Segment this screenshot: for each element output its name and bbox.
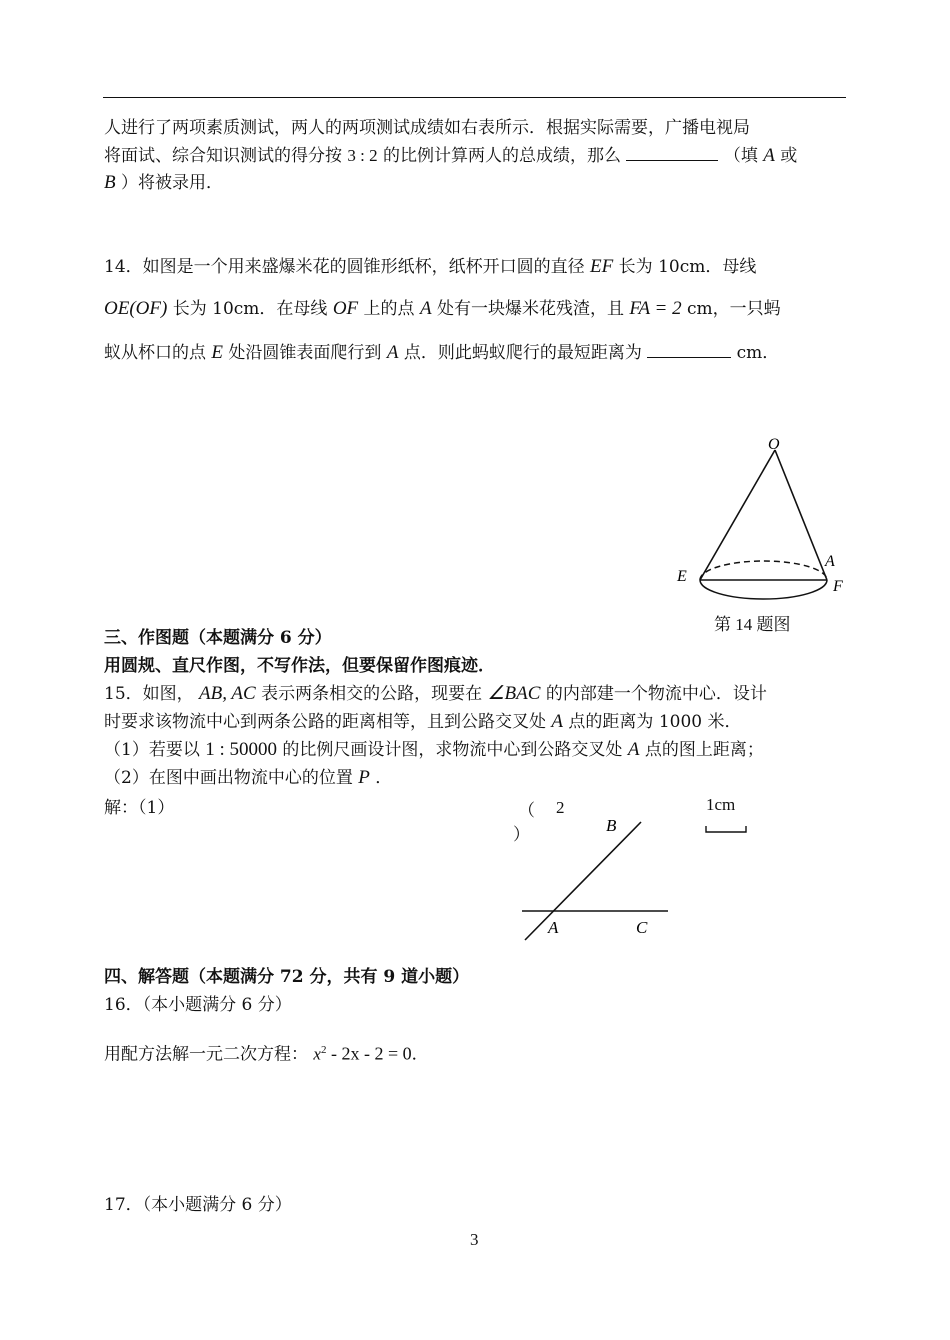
- cone-rim-front: [700, 580, 827, 599]
- q15-line4: （2）在图中画出物流中心的位置 P ．: [104, 767, 393, 788]
- roads-figure: [515, 812, 685, 948]
- label-b: B: [606, 816, 617, 835]
- q17-head: 17．（本小题满分 6 分）: [104, 1195, 292, 1215]
- label-a-roads: A: [548, 918, 559, 937]
- label-e: E: [677, 568, 687, 585]
- q15-line2: 时要求该物流中心到两条公路的距离相等，且到公路交叉处 A 点的距离为 1000 米．: [104, 711, 742, 732]
- section3-title: 三、作图题（本题满分 6 分）: [104, 628, 332, 648]
- cone-figure: [660, 428, 860, 618]
- section4-title: 四、解答题（本题满分 72 分，共有 9 道小题）: [104, 967, 470, 987]
- q14-line1: 14．如图是一个用来盛爆米花的圆锥形纸杯，纸杯开口圆的直径 EF 长为 10cm．母线: [104, 256, 757, 277]
- answer-blank-q13[interactable]: [626, 144, 718, 161]
- q16-text: 用配方法解一元二次方程： $x^2 - 2x - 2 = 0$．: [104, 1043, 429, 1065]
- q15-line1: 15．如图， AB, AC 表示两条相交的公路，现要在 ∠BAC 的内部建一个物流中心．设计: [104, 683, 767, 704]
- equation-rest: - 2x - 2 = 0: [326, 1043, 412, 1064]
- equation-exponent: 2: [320, 1044, 327, 1056]
- q14-line2: OE(OF) 长为 10cm．在母线 OF 上的点 A 处有一块爆米花残渣，且 FA = 2 cm，一只蚂: [104, 298, 781, 319]
- label-c: C: [636, 918, 648, 937]
- cone-rim-back: [700, 561, 827, 580]
- q15-line3: （1）若要以 1 : 50000 的比例尺画设计图，求物流中心到公路交叉处 A 点的图上距离；: [104, 739, 764, 760]
- label-a: A: [825, 553, 835, 570]
- figure-14-caption: 第 14 题图: [714, 615, 791, 634]
- page-number: 3: [470, 1230, 479, 1249]
- header-rule: [103, 97, 846, 98]
- q13-line3: B ）将被录用．: [104, 172, 224, 193]
- q13-line1: 人进行了两项素质测试，两人的两项测试成绩如右表所示．根据实际需要，广播电视局: [104, 118, 750, 138]
- road-ab: [525, 822, 641, 940]
- cone-edge-oe: [700, 450, 775, 580]
- scale-bar-bracket: [706, 826, 746, 832]
- label-o: O: [768, 436, 780, 453]
- fig15-paren-close: ）: [513, 825, 530, 844]
- answer-blank-q14[interactable]: [647, 341, 731, 358]
- q16-head: 16．（本小题满分 6 分）: [104, 995, 292, 1015]
- q13-line2: 将面试、综合知识测试的得分按 3 : 2 的比例计算两人的总成绩，那么 （填 A 或: [104, 145, 798, 166]
- ratio: 3 : 2: [347, 146, 378, 165]
- fig15-two: 2: [556, 798, 565, 817]
- section3-instruction: 用圆规、直尺作图，不写作法，但要保留作图痕迹．: [104, 656, 495, 676]
- q14-line3: 蚁从杯口的点 E 处沿圆锥表面爬行到 A 点．则此蚂蚁爬行的最短距离为 cm．: [104, 342, 780, 363]
- scale-bar: [704, 822, 750, 836]
- cone-edge-of: [775, 450, 827, 580]
- scale-label: 1cm: [706, 795, 736, 814]
- equation-x: x: [313, 1044, 321, 1064]
- label-f: F: [833, 578, 843, 595]
- fig15-paren-open: （: [518, 801, 535, 820]
- q15-solution: 解：（1）: [104, 798, 175, 818]
